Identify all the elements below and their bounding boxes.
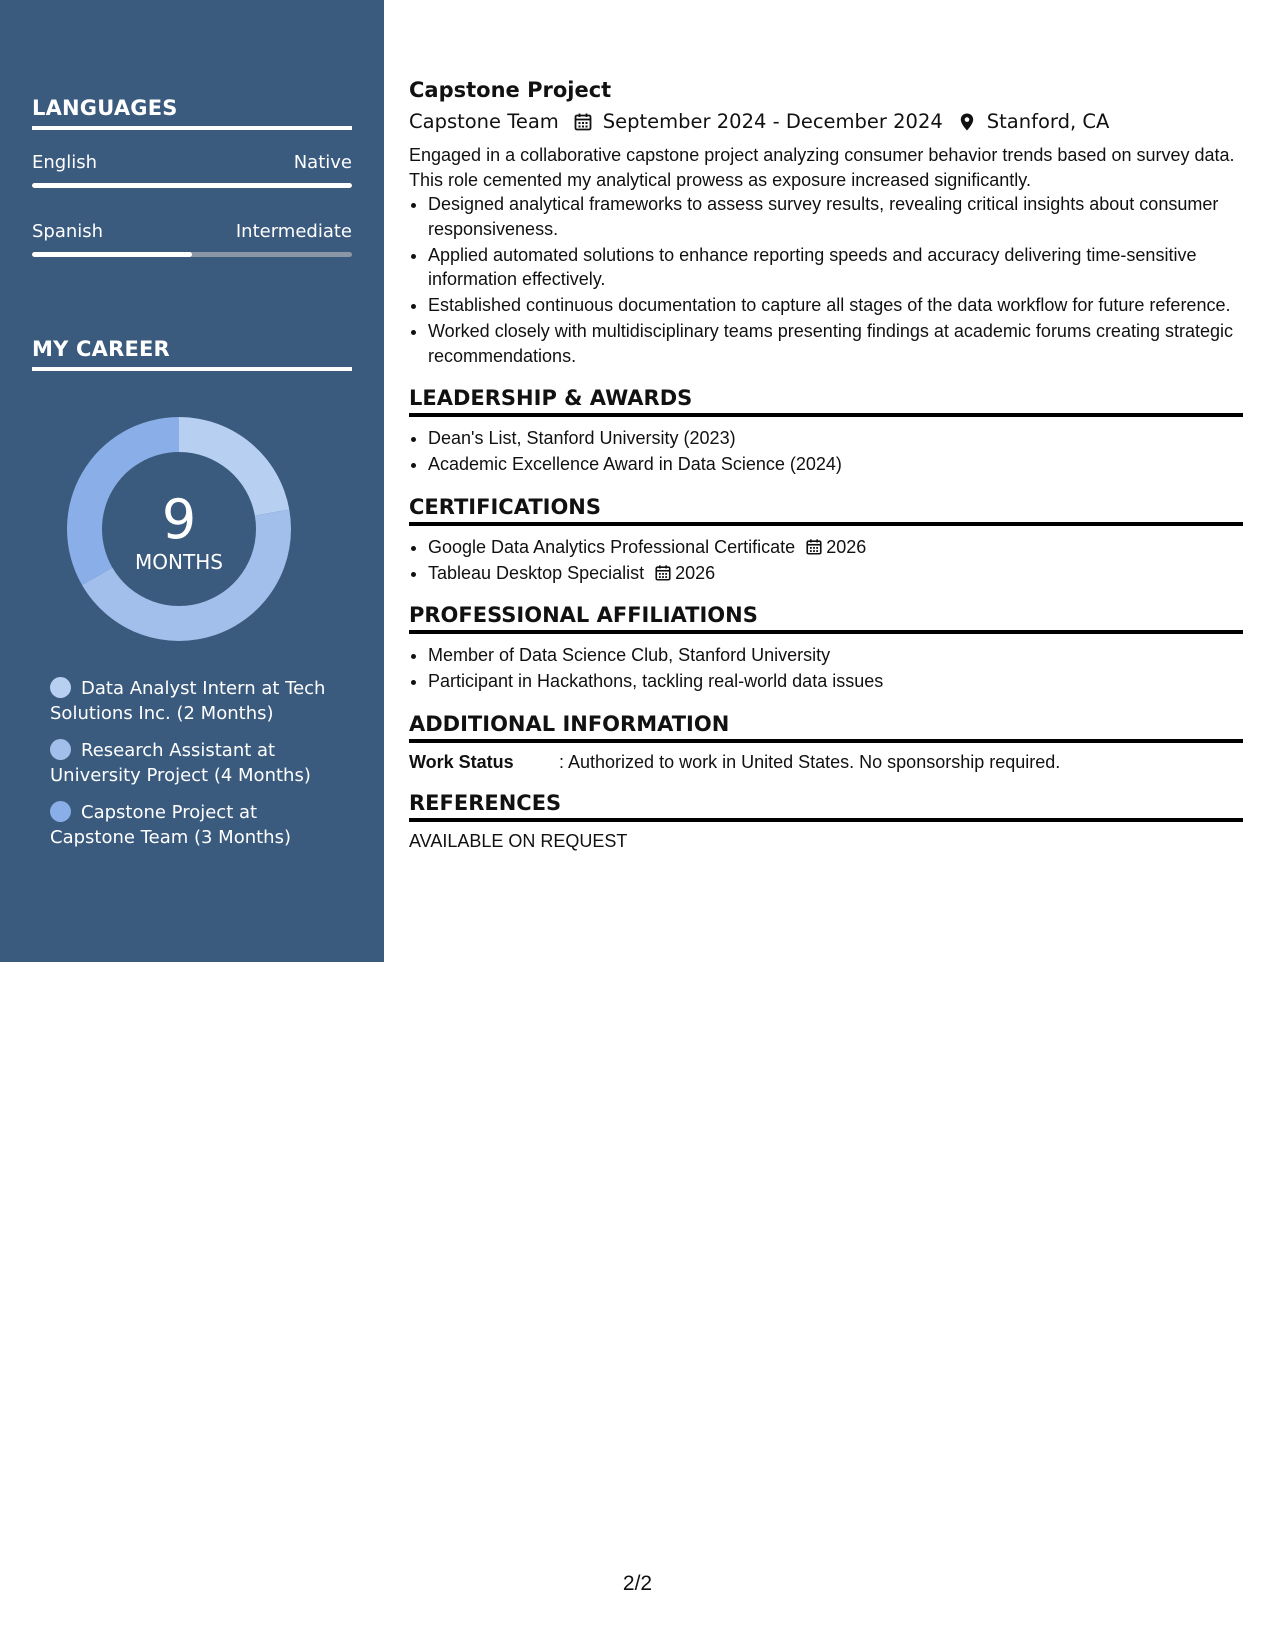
work-status-value: : Authorized to work in United States. No sponsorship required. xyxy=(559,751,1061,772)
leadership-heading: LEADERSHIP & AWARDS xyxy=(409,386,1243,417)
career-legend-item xyxy=(50,738,344,788)
leadership-section xyxy=(409,386,1243,477)
calendar-icon xyxy=(573,112,593,132)
certification-name: Google Data Analytics Professional Certificate xyxy=(428,536,796,557)
work-status-label: Work Status xyxy=(409,751,514,772)
project-location: Stanford, CA xyxy=(986,110,1110,133)
references-section xyxy=(409,791,1243,852)
certification-name: Tableau Desktop Specialist xyxy=(428,562,645,583)
language-name: English xyxy=(32,152,97,173)
project-description: Engaged in a collaborative capstone project analyzing consumer behavior trends based on survey data. This role cemented my analytical prowess as exposure increased significantly. xyxy=(409,145,1235,190)
certifications-heading: CERTIFICATIONS xyxy=(409,495,1243,526)
career-total: 9 xyxy=(161,488,197,551)
leadership-item: • Academic Excellence Award in Data Science (2024) xyxy=(428,452,1243,477)
project-bullets xyxy=(409,192,1243,368)
additional-info-heading: ADDITIONAL INFORMATION xyxy=(409,712,1243,743)
legend-dot-icon xyxy=(50,677,71,698)
certification-item xyxy=(428,535,1243,560)
references-text: AVAILABLE ON REQUEST xyxy=(409,830,628,851)
career-legend-item xyxy=(50,800,344,850)
project-bullet: • Worked closely with multidisciplinary teams presenting findings at academic forums creating strategic recommendations. xyxy=(428,319,1243,368)
calendar-icon xyxy=(654,564,672,582)
project-bullet: • Established continuous documentation to capture all stages of the data workflow for future reference. xyxy=(428,293,1243,318)
certification-item xyxy=(428,561,1243,586)
project-entry xyxy=(409,78,1243,368)
calendar-icon xyxy=(805,538,823,556)
additional-info-section xyxy=(409,712,1243,773)
affiliation-item: • Participant in Hackathons, tackling real-world data issues xyxy=(428,669,1243,694)
legend-dot-icon xyxy=(50,739,71,760)
project-bullet: • Designed analytical frameworks to assess survey results, revealing critical insights about consumer responsiveness. xyxy=(428,192,1243,241)
career-legend-label: Research Assistant at University Project (4 Months) xyxy=(50,740,311,786)
language-row-english xyxy=(32,152,352,188)
work-status-row xyxy=(409,752,1243,773)
affiliation-item: • Member of Data Science Club, Stanford University xyxy=(428,643,1243,668)
career-donut-chart xyxy=(66,416,292,642)
references-heading: REFERENCES xyxy=(409,791,1243,822)
languages-heading: LANGUAGES xyxy=(32,96,352,130)
certification-year: 2026 xyxy=(826,536,867,557)
career-heading: MY CAREER xyxy=(32,337,352,371)
leadership-list xyxy=(409,426,1243,477)
leadership-item: • Dean's List, Stanford University (2023) xyxy=(428,426,1243,451)
map-pin-icon xyxy=(957,112,977,132)
project-meta xyxy=(409,110,1243,133)
language-proficiency-bar xyxy=(32,252,352,257)
language-row-spanish xyxy=(32,221,352,257)
affiliations-heading: PROFESSIONAL AFFILIATIONS xyxy=(409,603,1243,634)
page-number: 2/2 xyxy=(622,1572,653,1595)
language-name: Spanish xyxy=(32,221,104,242)
language-proficiency-fill xyxy=(32,183,352,188)
certifications-list xyxy=(409,535,1243,586)
career-legend xyxy=(50,676,344,862)
certifications-section xyxy=(409,495,1243,586)
language-level: Native xyxy=(293,152,352,173)
project-team: Capstone Team xyxy=(409,110,559,133)
career-unit: MONTHS xyxy=(135,550,223,574)
career-legend-label: Capstone Project at Capstone Team (3 Months) xyxy=(50,802,291,848)
career-legend-label: Data Analyst Intern at Tech Solutions Inc. (2 Months) xyxy=(50,678,326,724)
affiliations-list xyxy=(409,643,1243,694)
language-proficiency-bar xyxy=(32,183,352,188)
language-level: Intermediate xyxy=(235,221,352,242)
career-legend-item xyxy=(50,676,344,726)
project-dates: September 2024 - December 2024 xyxy=(602,110,943,133)
project-title: Capstone Project xyxy=(409,78,612,102)
language-proficiency-fill xyxy=(32,252,192,257)
project-bullet: • Applied automated solutions to enhance reporting speeds and accuracy delivering time-sensitive information effectively. xyxy=(428,243,1243,292)
main-content xyxy=(409,78,1243,852)
affiliations-section xyxy=(409,603,1243,694)
sidebar xyxy=(0,0,384,962)
legend-dot-icon xyxy=(50,801,71,822)
certification-year: 2026 xyxy=(675,562,716,583)
